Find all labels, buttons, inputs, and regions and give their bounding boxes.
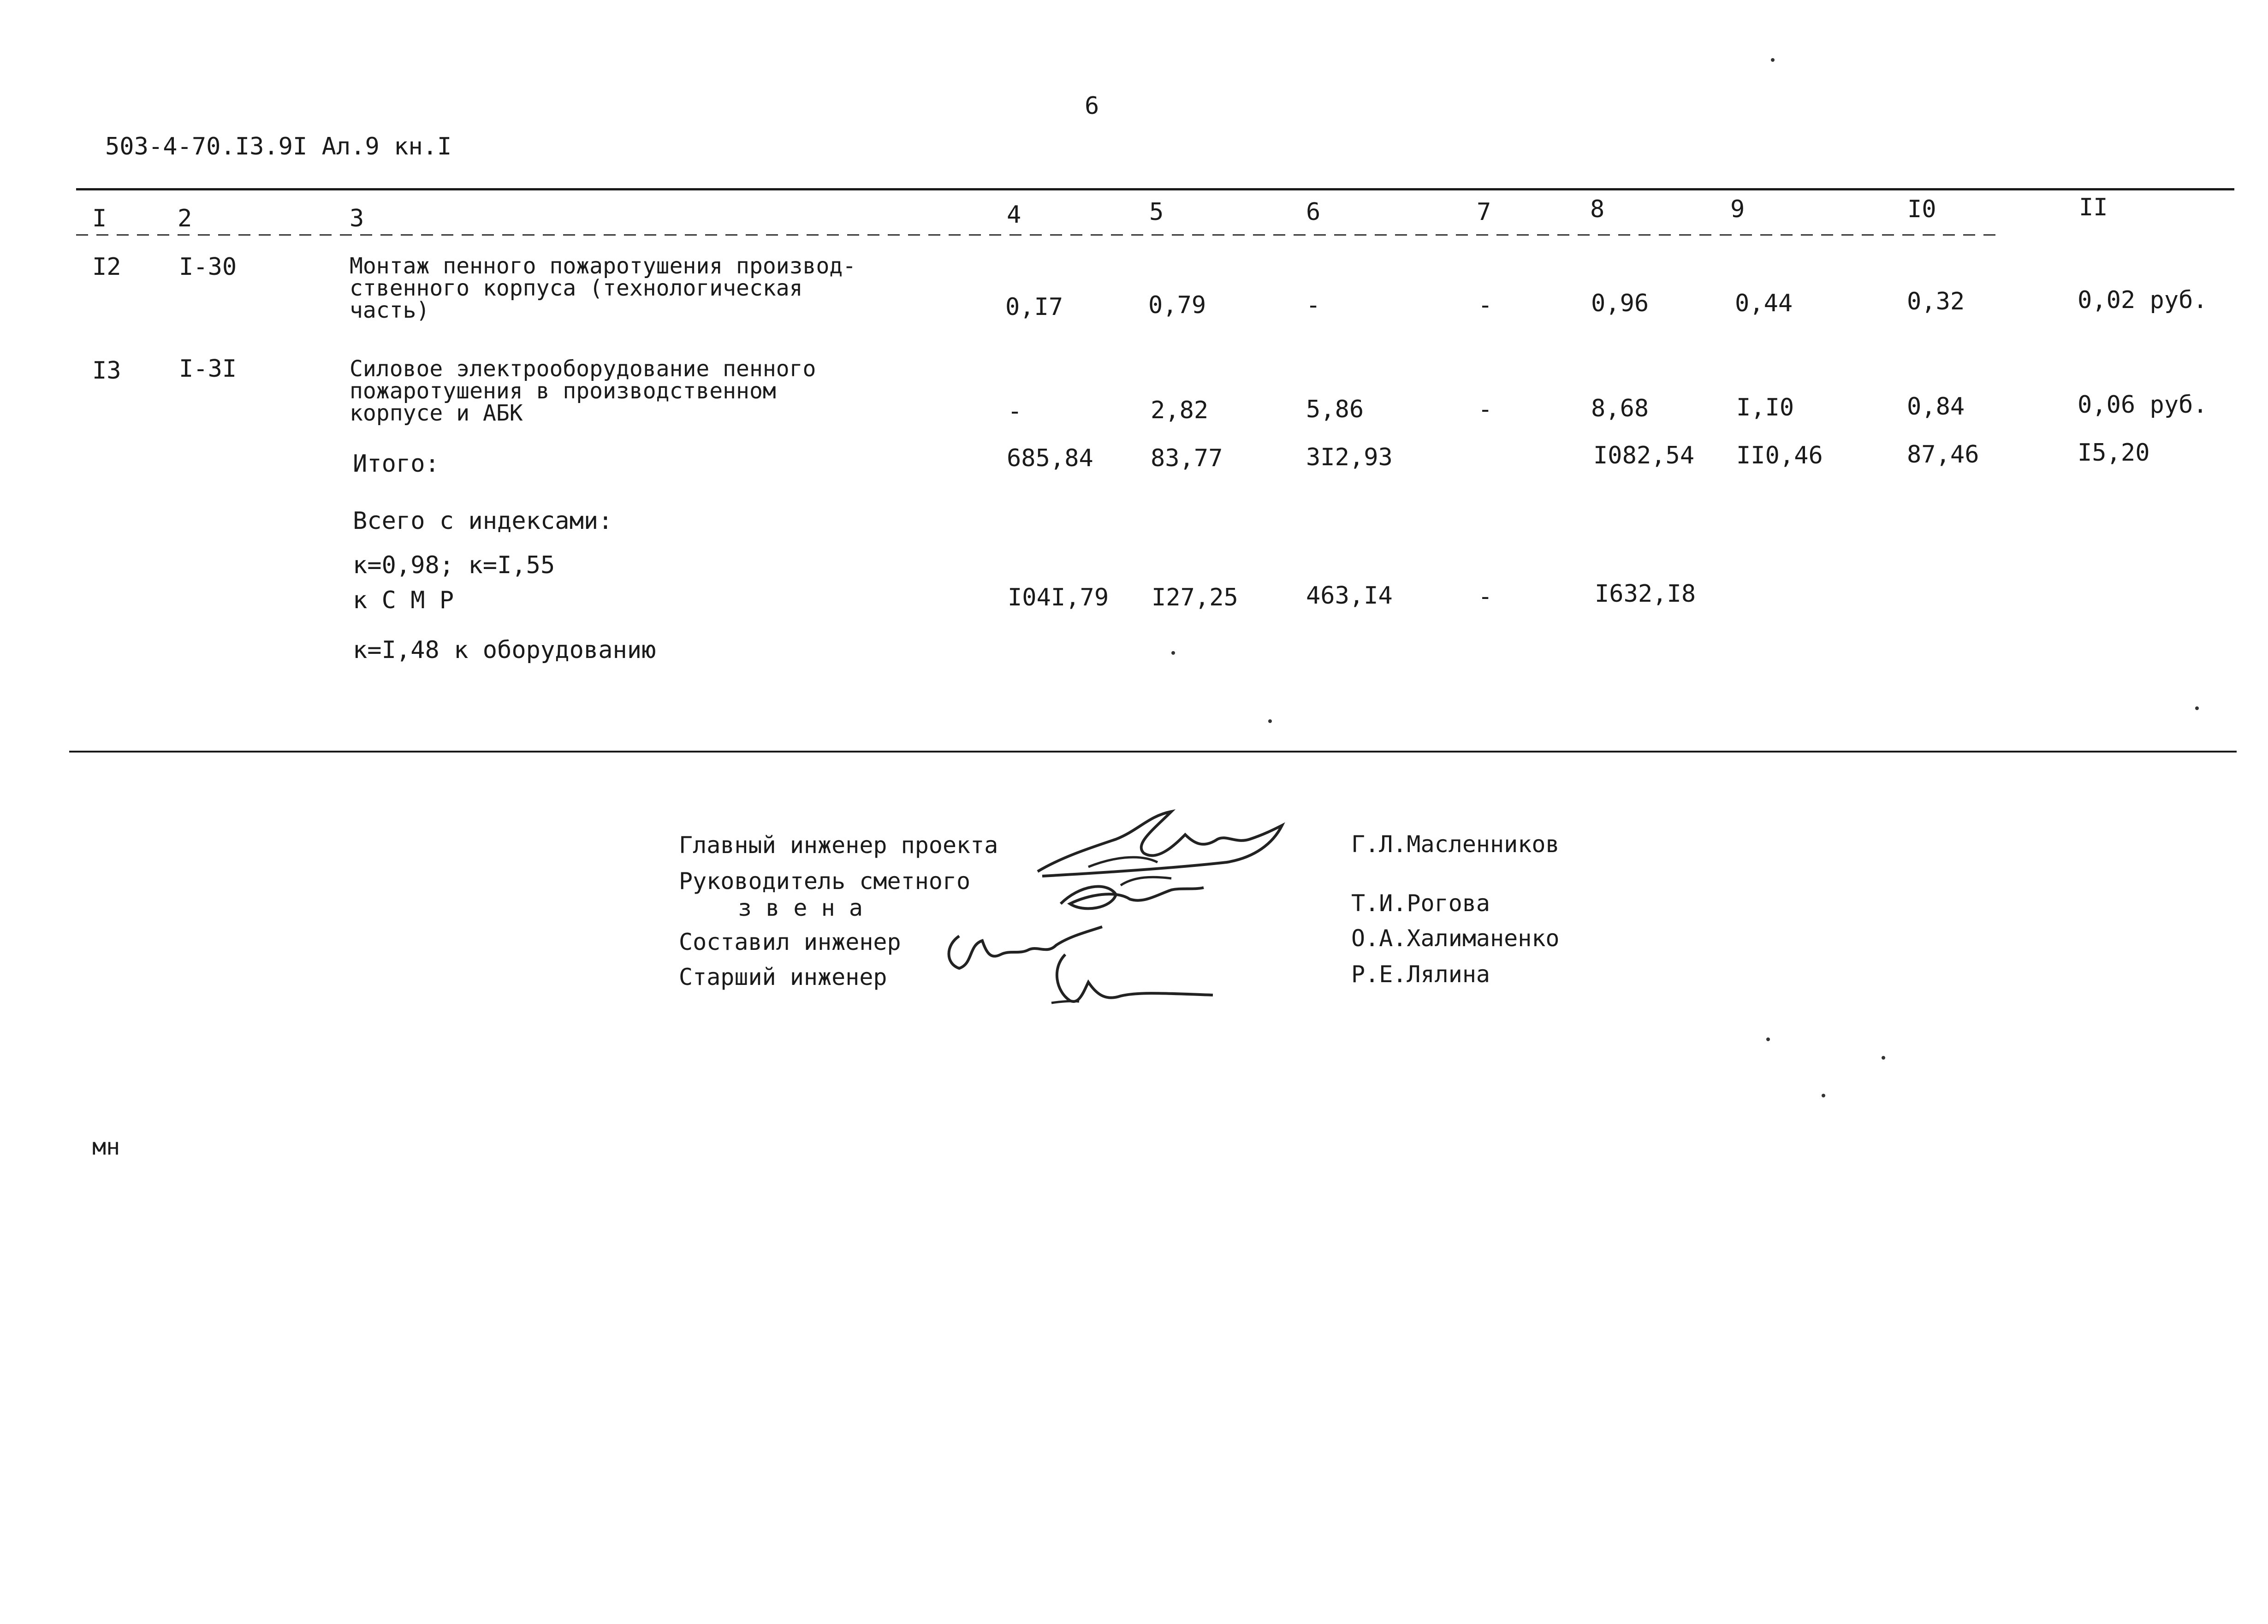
- scan-speck: [1766, 1037, 1770, 1041]
- signature-role: Составил инженер: [679, 929, 901, 955]
- col-header-10: I0: [1907, 196, 1936, 223]
- col-header-1: I: [92, 205, 107, 232]
- cell-col4: 0,I7: [1005, 293, 1063, 321]
- cell-col8: 8,68: [1591, 395, 1649, 422]
- col-header-2: 2: [178, 205, 192, 232]
- indexes-equipment-line: к=I,48 к оборудованию: [353, 636, 656, 664]
- indexes-col6: 463,I4: [1306, 582, 1393, 610]
- row-description-line: корпусе и АБК: [350, 400, 523, 426]
- col-header-11: II: [2079, 194, 2108, 221]
- cell-col11: 0,06 руб.: [2078, 391, 2208, 419]
- cell-col4: -: [1008, 397, 1022, 425]
- total-col4: 685,84: [1007, 445, 1093, 472]
- cell-col11: 0,02 руб.: [2078, 286, 2208, 314]
- total-col5: 83,77: [1151, 445, 1223, 472]
- col-header-3: 3: [350, 205, 364, 232]
- scan-speck: [2195, 706, 2199, 710]
- row-description-line: ственного корпуса (технологическая: [350, 275, 803, 301]
- scan-speck: [1268, 719, 1272, 723]
- table-top-rule: [76, 188, 2234, 190]
- total-col6: 3I2,93: [1306, 444, 1393, 471]
- row-description-line: Монтаж пенного пожаротушения производ-: [350, 253, 856, 279]
- col-header-6: 6: [1306, 198, 1321, 226]
- indexes-smr-label: к С М Р: [353, 587, 454, 614]
- row-description-line: пожаротушения в производственном: [350, 378, 776, 404]
- row-number: I2: [92, 253, 121, 281]
- cell-col5: 2,82: [1151, 397, 1209, 424]
- cell-col6: -: [1306, 291, 1321, 319]
- indexes-label: Всего с индексами:: [353, 507, 613, 535]
- cell-col10: 0,84: [1907, 393, 1965, 421]
- cell-col7: -: [1478, 291, 1493, 319]
- cell-col5: 0,79: [1148, 291, 1206, 319]
- cell-col9: 0,44: [1735, 290, 1793, 317]
- col-header-8: 8: [1590, 196, 1605, 223]
- signature-role: Руководитель сметного: [679, 868, 971, 895]
- col-header-5: 5: [1149, 198, 1164, 226]
- handwritten-signature: [1033, 950, 1217, 1010]
- cell-col6: 5,86: [1306, 396, 1364, 423]
- row-code: I-30: [179, 253, 237, 281]
- row-number: I3: [92, 357, 121, 385]
- signature-name: Р.Е.Лялина: [1351, 961, 1490, 988]
- page-number: 6: [1085, 92, 1099, 120]
- total-col8: I082,54: [1593, 442, 1695, 469]
- signature-role: Старший инженер: [679, 964, 887, 990]
- total-col11: I5,20: [2078, 439, 2150, 467]
- indexes-k-line: к=0,98; к=I,55: [353, 551, 555, 579]
- handwritten-signature: [1051, 867, 1208, 918]
- total-col10: 87,46: [1907, 441, 1979, 468]
- cell-col10: 0,32: [1907, 288, 1965, 315]
- signature-role: Главный инженер проекта: [679, 832, 998, 859]
- total-label: Итого:: [353, 450, 439, 478]
- corner-mark: мн: [92, 1133, 120, 1160]
- signature-role-continued: з в е н а: [738, 895, 863, 921]
- scan-speck: [1882, 1056, 1885, 1060]
- col-header-4: 4: [1007, 201, 1021, 229]
- row-code: I-3I: [179, 355, 237, 383]
- total-col9: II0,46: [1736, 442, 1823, 469]
- row-description-line: Силовое электрооборудование пенного: [350, 356, 816, 382]
- indexes-col5: I27,25: [1152, 584, 1238, 611]
- cell-col8: 0,96: [1591, 290, 1649, 317]
- scan-speck: [1771, 58, 1775, 62]
- scan-speck: [1171, 651, 1175, 655]
- col-header-7: 7: [1477, 198, 1491, 226]
- cell-col9: I,I0: [1736, 394, 1794, 421]
- cell-col7: -: [1478, 396, 1493, 423]
- indexes-col7: -: [1478, 583, 1493, 610]
- indexes-col8: I632,I8: [1595, 580, 1696, 608]
- signature-name: Г.Л.Масленников: [1351, 831, 1560, 858]
- scan-speck: [1822, 1094, 1825, 1097]
- row-description-line: часть): [350, 297, 430, 323]
- signature-name: Т.И.Рогова: [1351, 890, 1490, 917]
- document-code: 503-4-70.I3.9I Ал.9 кн.I: [105, 133, 452, 160]
- indexes-col4: I04I,79: [1008, 584, 1109, 611]
- signature-name: О.А.Халиманенко: [1351, 925, 1560, 952]
- header-underline: [76, 234, 2004, 236]
- table-bottom-rule: [69, 751, 2237, 753]
- col-header-9: 9: [1730, 196, 1745, 223]
